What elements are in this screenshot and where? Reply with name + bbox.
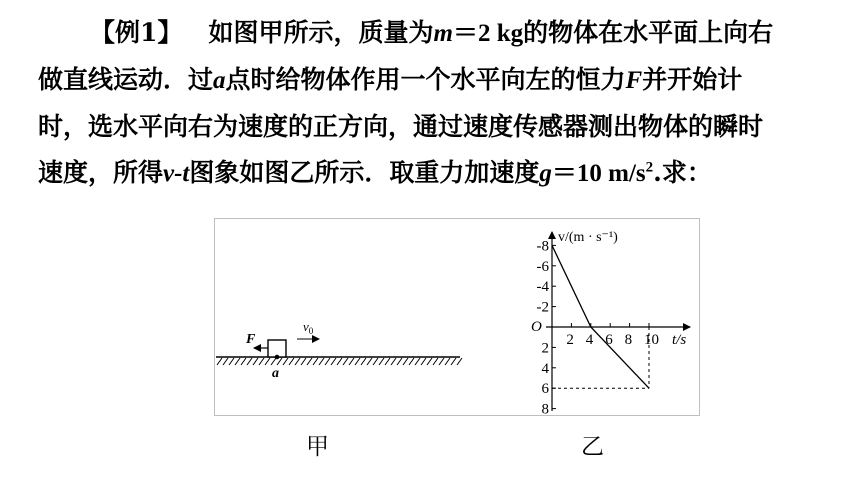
text-fragment: 做直线运动．过 <box>38 65 214 94</box>
text-fragment: 点时给物体作用一个水平向左的恒力 <box>225 65 626 94</box>
y-tick-label: -4 <box>536 279 549 296</box>
y-tick-label: -2 <box>536 299 549 316</box>
text-fragment: 时，选水平向右为速度的正方向，通过速度传感器测出物体的瞬时 <box>38 112 764 141</box>
x-tick-label: 8 <box>624 332 633 348</box>
text-fragment: 的物体在水平面上向右 <box>523 18 774 47</box>
mass-value: ＝2 kg <box>453 20 524 47</box>
example-tag: 【例1】 <box>90 18 183 47</box>
origin-label: O <box>531 319 542 335</box>
vt-symbol: v-t <box>163 160 190 187</box>
text-fragment: 如图甲所示，质量为 <box>208 18 434 47</box>
text-fragment: 速度，所得 <box>38 158 164 187</box>
gravity-exponent: 2 <box>645 159 654 176</box>
mass-symbol: m <box>433 20 453 47</box>
y-tick-label: 8 <box>541 401 549 418</box>
point-symbol: a <box>213 67 226 94</box>
velocity-line <box>552 245 649 388</box>
figure-a-caption: 甲 <box>306 434 329 460</box>
gravity-symbol: g <box>539 160 552 187</box>
x-tick-label: 10 <box>644 332 659 348</box>
gravity-value: ＝10 m/s <box>551 160 646 187</box>
chart-marks <box>537 238 660 417</box>
point-a-label: a <box>272 366 279 381</box>
y-tick-label: 6 <box>541 381 549 398</box>
y-tick-label: -8 <box>536 238 549 255</box>
y-tick-label: 4 <box>541 360 549 377</box>
text-fragment: .求： <box>653 158 712 187</box>
figure-b-caption: 乙 <box>581 434 604 460</box>
x-tick-label: 6 <box>605 332 613 348</box>
x-tick-label: 2 <box>566 332 574 348</box>
velocity-label: $v_0$ <box>303 319 314 336</box>
x-axis-label: t/s <box>672 332 687 348</box>
y-tick-label: -6 <box>536 258 549 275</box>
y-axis-label: v/(m · s⁻¹) <box>558 230 618 245</box>
force-label: F <box>246 332 256 347</box>
text-fragment: 图象如图乙所示．取重力加速度 <box>189 158 540 187</box>
y-tick-label: 2 <box>541 340 549 357</box>
x-tick-label: 4 <box>585 332 594 348</box>
force-symbol: F <box>625 67 643 94</box>
text-fragment: 并开始计 <box>642 65 743 94</box>
